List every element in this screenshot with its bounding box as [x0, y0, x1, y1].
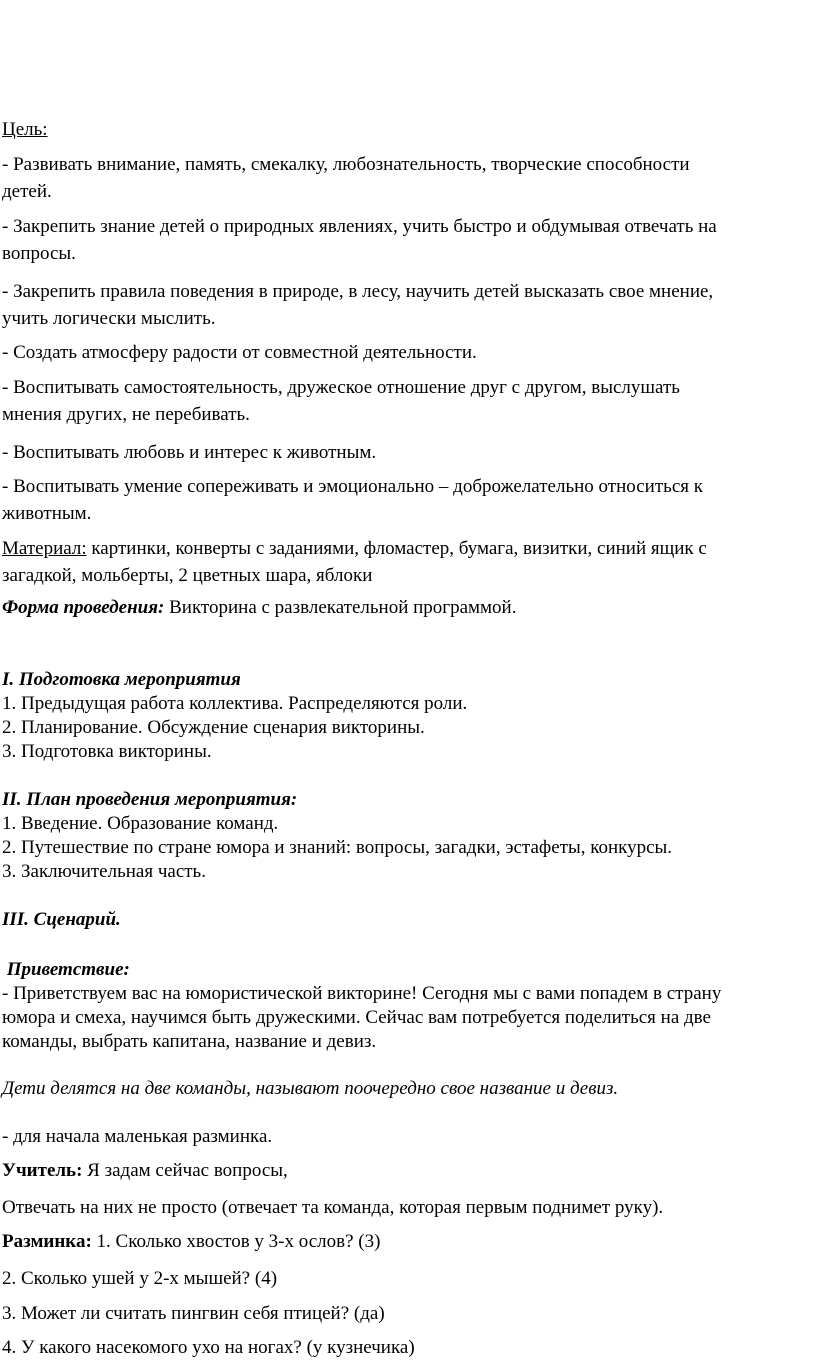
- goal-item-2-line-1: - Закрепить знание детей о природных явлениях, учить быстро и обдумывая отвечать на: [2, 216, 717, 237]
- goal-heading: Цель:: [2, 119, 48, 140]
- warmup-intro: - для начала маленькая разминка.: [2, 1126, 273, 1147]
- answer-rule: Отвечать на них не просто (отвечает та команда, которая первым поднимет руку).: [2, 1197, 664, 1218]
- section-2-item-3: 3. Заключительная часть.: [2, 861, 206, 882]
- material-line-1: [2, 537, 707, 561]
- warmup-question-2: 2. Сколько ушей у 2-х мышей? (4): [2, 1268, 278, 1289]
- warmup-label: Разминка:: [2, 1231, 92, 1252]
- greeting-title: Приветствие:: [2, 959, 130, 980]
- material-line-2: загадкой, мольберты, 2 цветных шара, яблоки: [2, 565, 373, 586]
- goal-item-5-line-1: - Воспитывать самостоятельность, дружеское отношение друг с другом, выслушать: [2, 377, 680, 398]
- form-text: Викторина с развлекательной программой.: [164, 597, 517, 618]
- section-2-item-1: 1. Введение. Образование команд.: [2, 813, 279, 834]
- goal-item-7-line-1: - Воспитывать умение сопереживать и эмоционально – доброжелательно относиться к: [2, 476, 703, 497]
- section-1-title: I. Подготовка мероприятия: [2, 669, 241, 690]
- warmup-line: [2, 1230, 380, 1254]
- goal-item-1-line-1: - Развивать внимание, память, смекалку, любознательность, творческие способности: [2, 154, 690, 175]
- goal-item-7-line-2: животным.: [2, 503, 92, 524]
- section-1-item-1: 1. Предыдущая работа коллектива. Распределяются роли.: [2, 693, 468, 714]
- warmup-question-3: 3. Может ли считать пингвин себя птицей? (да): [2, 1303, 385, 1324]
- section-2-item-2: 2. Путешествие по стране юмора и знаний: вопросы, загадки, эстафеты, конкурсы.: [2, 837, 673, 858]
- greeting-line-3: команды, выбрать капитана, название и девиз.: [2, 1031, 377, 1052]
- goal-item-2-line-2: вопросы.: [2, 243, 76, 264]
- form-line: [2, 596, 516, 620]
- goal-item-4: - Создать атмосферу радости от совместной деятельности.: [2, 342, 477, 363]
- teacher-label: Учитель:: [2, 1160, 83, 1181]
- teacher-text: Я задам сейчас вопросы,: [82, 1160, 288, 1181]
- warmup-question-4: 4. У какого насекомого ухо на ногах? (у кузнечика): [2, 1337, 415, 1358]
- greeting-note: Дети делятся на две команды, называют поочередно свое название и девиз.: [2, 1078, 619, 1099]
- section-1-item-3: 3. Подготовка викторины.: [2, 741, 212, 762]
- teacher-line: [2, 1159, 288, 1183]
- greeting-line-1: - Приветствуем вас на юмористической викторине! Сегодня мы с вами попадем в страну: [2, 983, 722, 1004]
- material-text: картинки, конверты с заданиями, фломастер, бумага, визитки, синий ящик с: [86, 538, 707, 559]
- goal-item-6: - Воспитывать любовь и интерес к животным.: [2, 442, 377, 463]
- greeting-line-2: юмора и смеха, научимся быть дружескими. Сейчас вам потребуется поделиться на две: [2, 1007, 711, 1028]
- goal-item-3-line-2: учить логически мыслить.: [2, 308, 216, 329]
- material-label: Материал:: [2, 538, 87, 559]
- goal-item-5-line-2: мнения других, не перебивать.: [2, 404, 250, 425]
- section-1-item-2: 2. Планирование. Обсуждение сценария викторины.: [2, 717, 425, 738]
- form-label: Форма проведения:: [2, 597, 165, 618]
- section-3-title: III. Сценарий.: [2, 909, 121, 930]
- goal-item-1-line-2: детей.: [2, 181, 52, 202]
- warmup-question-1: 1. Сколько хвостов у 3-х ослов? (3): [91, 1231, 381, 1252]
- section-2-title: II. План проведения мероприятия:: [2, 789, 298, 810]
- goal-item-3-line-1: - Закрепить правила поведения в природе, в лесу, научить детей высказать свое мнение,: [2, 281, 714, 302]
